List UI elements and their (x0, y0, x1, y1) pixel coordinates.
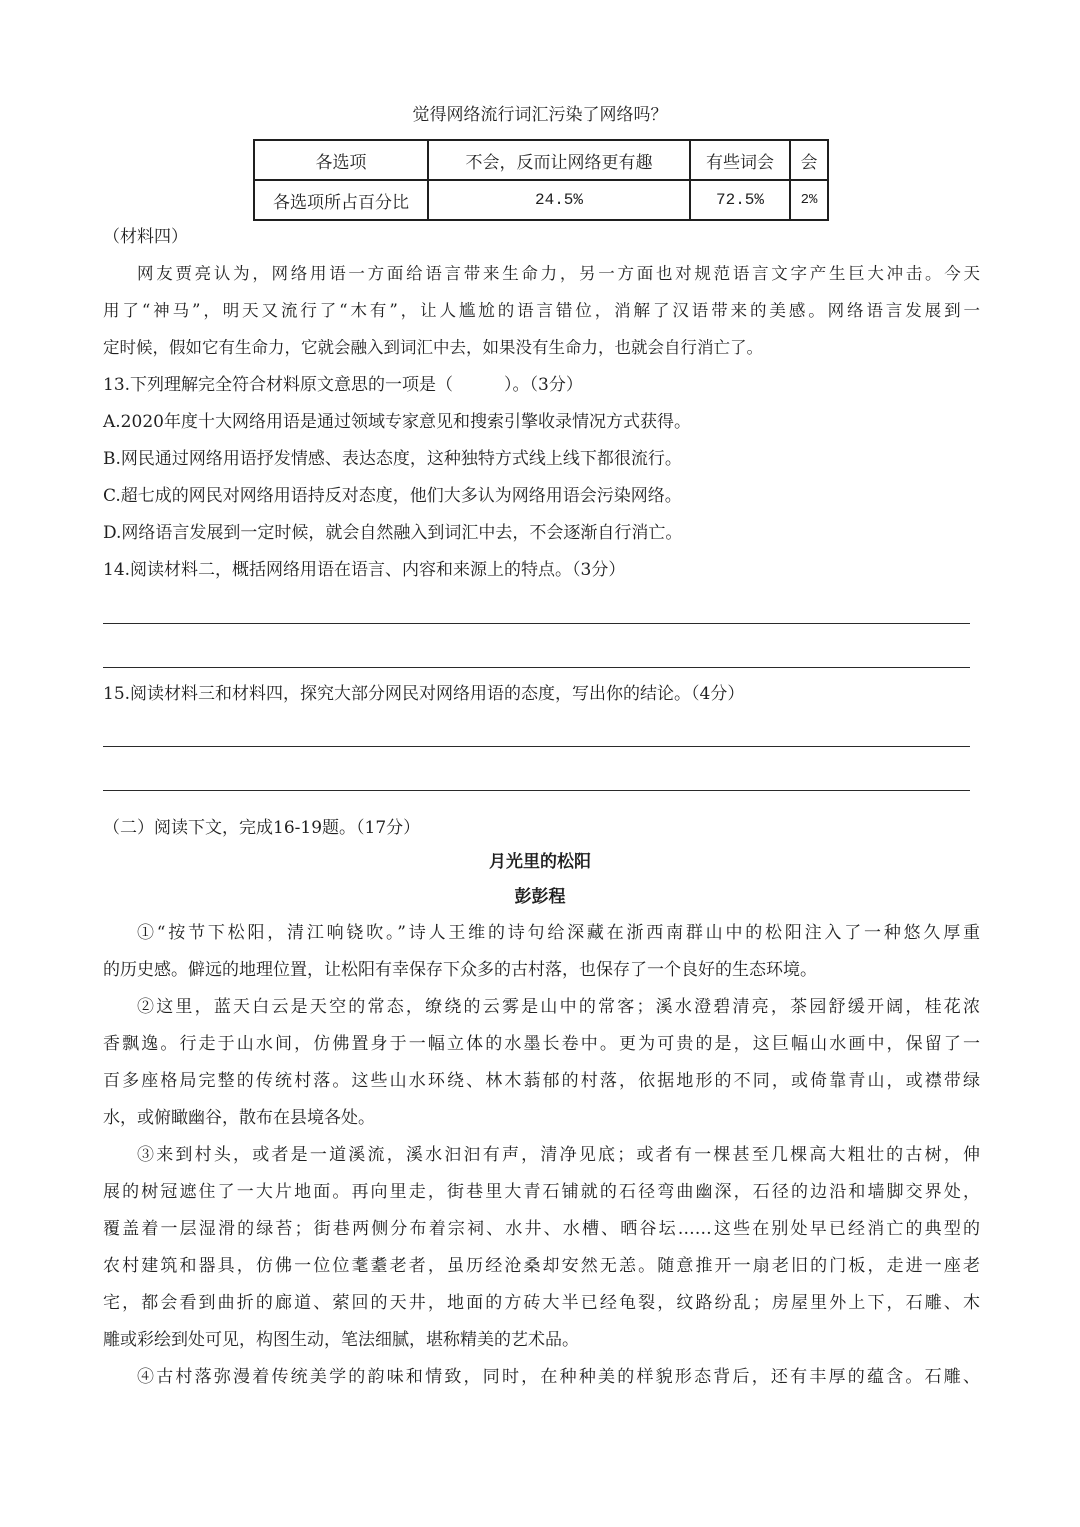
paragraph-line: 展的树冠遮住了一大片地面。再向里走，街巷里大青石铺就的石径弯曲幽深，石径的边沿和墙脚交界处， (103, 1182, 980, 1202)
question-14: 14.阅读材料二，概括网络用语在语言、内容和来源上的特点。（3分） (103, 560, 626, 580)
paragraph-line: 用了“神马”，明天又流行了“木有”，让人尴尬的语言错位，消解了汉语带来的美感。网络语言发展到一 (103, 301, 980, 320)
paragraph-line: 覆盖着一层湿滑的绿苔；街巷两侧分布着宗祠、水井、水槽、晒谷坛……这些在别处早已经消亡的典型的 (103, 1219, 980, 1239)
table-header-cell: 会 (790, 140, 828, 180)
answer-line[interactable] (103, 667, 970, 668)
table-header-cell: 各选项 (254, 140, 428, 180)
paragraph-line: 百多座格局完整的传统村落。这些山水环绕、林木蓊郁的村落，依据地形的不同，或倚靠青山，或襟带绿 (103, 1071, 980, 1091)
table-row (254, 140, 828, 180)
article-author: 彭彭程 (514, 887, 566, 907)
paragraph-line: ②这里，蓝天白云是天空的常态，缭绕的云雾是山中的常客；溪水澄碧清亮，茶园舒缓开阔，桂花浓 (137, 997, 980, 1017)
table-header-cell: 有些词会 (690, 140, 790, 180)
option-a: A.2020年度十大网络用语是通过领域专家意见和搜索引擎收录情况方式获得。 (103, 412, 691, 432)
answer-line[interactable] (103, 623, 970, 624)
table-header-cell: 不会，反而让网络更有趣 (428, 140, 690, 180)
table-cell: 2% (790, 180, 828, 220)
paragraph-line: 宅，都会看到曲折的廊道、萦回的天井，地面的方砖大半已经龟裂，纹路纷乱；房屋里外上下，石雕、木 (103, 1293, 980, 1313)
material-heading: （材料四） (103, 227, 188, 247)
answer-line[interactable] (103, 746, 970, 747)
table-cell: 72.5% (690, 180, 790, 220)
paragraph-line: 定时候，假如它有生命力，它就会融入到词汇中去，如果没有生命力，也就会自行消亡了。 (103, 338, 763, 357)
paragraph-line: ③来到村头，或者是一道溪流，溪水汩汩有声，清净见底；或者有一棵甚至几棵高大粗壮的古树，伸 (137, 1145, 980, 1165)
paragraph-line: ①“按节下松阳，清江响铙吹。”诗人王维的诗句给深藏在浙西南群山中的松阳注入了一种悠久厚重 (137, 923, 980, 943)
table-cell: 24.5% (428, 180, 690, 220)
paragraph-line: 的历史感。僻远的地理位置，让松阳有幸保存下众多的古村落，也保存了一个良好的生态环境。 (103, 960, 817, 980)
option-c: C.超七成的网民对网络用语持反对态度，他们大多认为网络用语会污染网络。 (103, 486, 682, 506)
paragraph-line: 水，或俯瞰幽谷，散布在县境各处。 (103, 1108, 375, 1128)
section-instruction: （二）阅读下文，完成16-19题。（17分） (103, 818, 421, 838)
paragraph-line: 网友贾亮认为，网络用语一方面给语言带来生命力，另一方面也对规范语言文字产生巨大冲击。今天 (137, 264, 980, 283)
table-row-label: 各选项所占百分比 (254, 180, 428, 220)
article-title: 月光里的松阳 (489, 852, 591, 872)
question-15: 15.阅读材料三和材料四，探究大部分网民对网络用语的态度，写出你的结论。（4分） (103, 684, 745, 704)
question-13: 13.下列理解完全符合材料原文意思的一项是（ ）。（3分） (103, 375, 583, 395)
paragraph-line: 香飘逸。行走于山水间，仿佛置身于一幅立体的水墨长卷中。更为可贵的是，这巨幅山水画中，保留了一 (103, 1034, 980, 1054)
survey-title: 觉得网络流行词汇污染了网络吗？ (412, 105, 668, 125)
paragraph-line: 农村建筑和器具，仿佛一位位耄耋老者，虽历经沧桑却安然无恙。随意推开一扇老旧的门板，走进一座老 (103, 1256, 980, 1276)
option-d: D.网络语言发展到一定时候，就会自然融入到词汇中去，不会逐渐自行消亡。 (103, 523, 683, 543)
paragraph-line: 雕或彩绘到处可见，构图生动，笔法细腻，堪称精美的艺术品。 (103, 1330, 579, 1350)
paragraph-line: ④古村落弥漫着传统美学的韵味和情致，同时，在种种美的样貌形态背后，还有丰厚的蕴含。石雕、 (137, 1367, 980, 1387)
survey-table (253, 139, 829, 221)
table-row (254, 180, 828, 220)
answer-line[interactable] (103, 790, 970, 791)
option-b: B.网民通过网络用语抒发情感、表达态度，这种独特方式线上线下都很流行。 (103, 449, 682, 469)
